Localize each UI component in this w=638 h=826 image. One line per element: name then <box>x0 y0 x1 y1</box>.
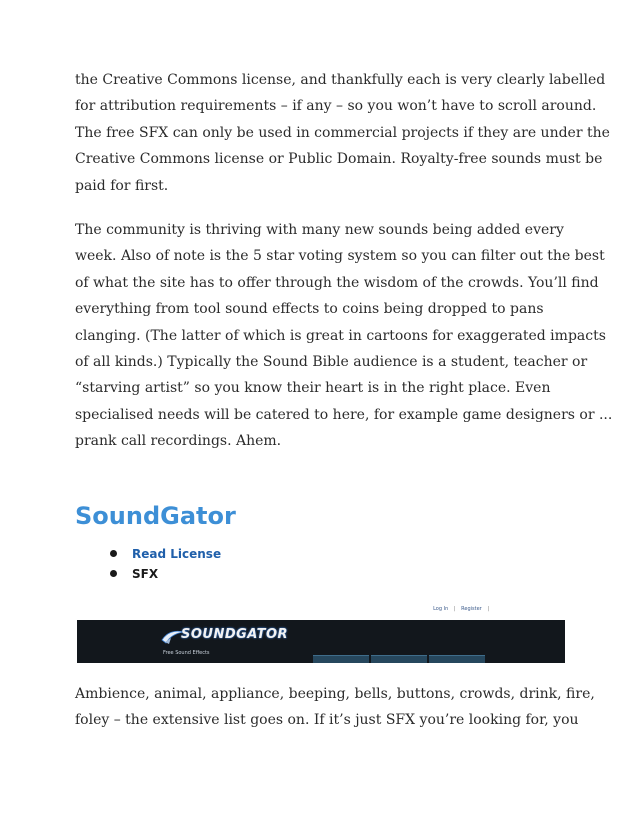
register-link: Register <box>461 606 482 612</box>
text-line: prank call recordings. Ahem. <box>75 433 282 450</box>
text-line: The free SFX can only be used in commercial projects if they are under the <box>75 124 610 141</box>
login-link: Log In <box>433 606 449 612</box>
nav-tab-box <box>429 655 485 663</box>
text-line: clanging. (The latter of which is great in cartoons for exaggerated impacts <box>75 327 606 344</box>
list-item <box>110 544 221 564</box>
paragraph-license <box>75 67 610 199</box>
account-links <box>429 606 489 612</box>
text-line: week. Also of note is the 5 star voting system so you can filter out the best <box>75 248 605 265</box>
nav-tab-box <box>371 655 427 663</box>
text-line: everything from tool sound effects to coins being dropped to pans <box>75 301 544 318</box>
separator: | <box>453 606 456 612</box>
text-line: foley – the extensive list goes on. If it’s just SFX you’re looking for, you <box>75 712 579 729</box>
text-line: Ambience, animal, appliance, beeping, bells, buttons, crowds, drink, fire, <box>75 686 595 702</box>
soundgator-website-screenshot <box>77 598 565 663</box>
text-line: “starving artist” so you know their heart is in the right place. Even <box>75 380 551 397</box>
screenshot-nav-tabs <box>313 655 485 663</box>
nav-tab-box <box>313 655 369 663</box>
text-line: of what the site has to offer through the wisdom of the crowds. You’ll find <box>75 274 599 291</box>
sfx-label: SFX <box>132 567 159 581</box>
read-license-link[interactable]: Read License <box>132 547 222 561</box>
text-line: of all kinds.) Typically the Sound Bible audience is a student, teacher or <box>75 354 588 371</box>
section-heading-soundgator: SoundGator <box>75 502 236 530</box>
list-item <box>110 564 221 584</box>
logo-wordmark: SOUNDGATOR <box>181 627 289 642</box>
text-line: the Creative Commons license, and thankfully each is very clearly labelled <box>75 72 606 88</box>
text-line: paid for first. <box>75 177 169 194</box>
paragraph-categories <box>75 681 595 734</box>
screenshot-banner <box>77 620 565 663</box>
text-line: Creative Commons license or Public Domain. Royalty-free sounds must be <box>75 151 603 168</box>
text-line: The community is thriving with many new sounds being added every <box>75 222 564 238</box>
logo-tagline: Free Sound Effects <box>163 650 210 656</box>
separator: | <box>487 606 489 612</box>
text-line: for attribution requirements – if any – so you won’t have to scroll around. <box>75 98 597 115</box>
screenshot-header-bar <box>77 598 565 620</box>
soundgator-logo <box>161 626 291 646</box>
text-line: specialised needs will be catered to here, for example game designers or ... <box>75 406 613 423</box>
paragraph-community <box>75 217 613 455</box>
resource-links-list <box>110 544 221 584</box>
